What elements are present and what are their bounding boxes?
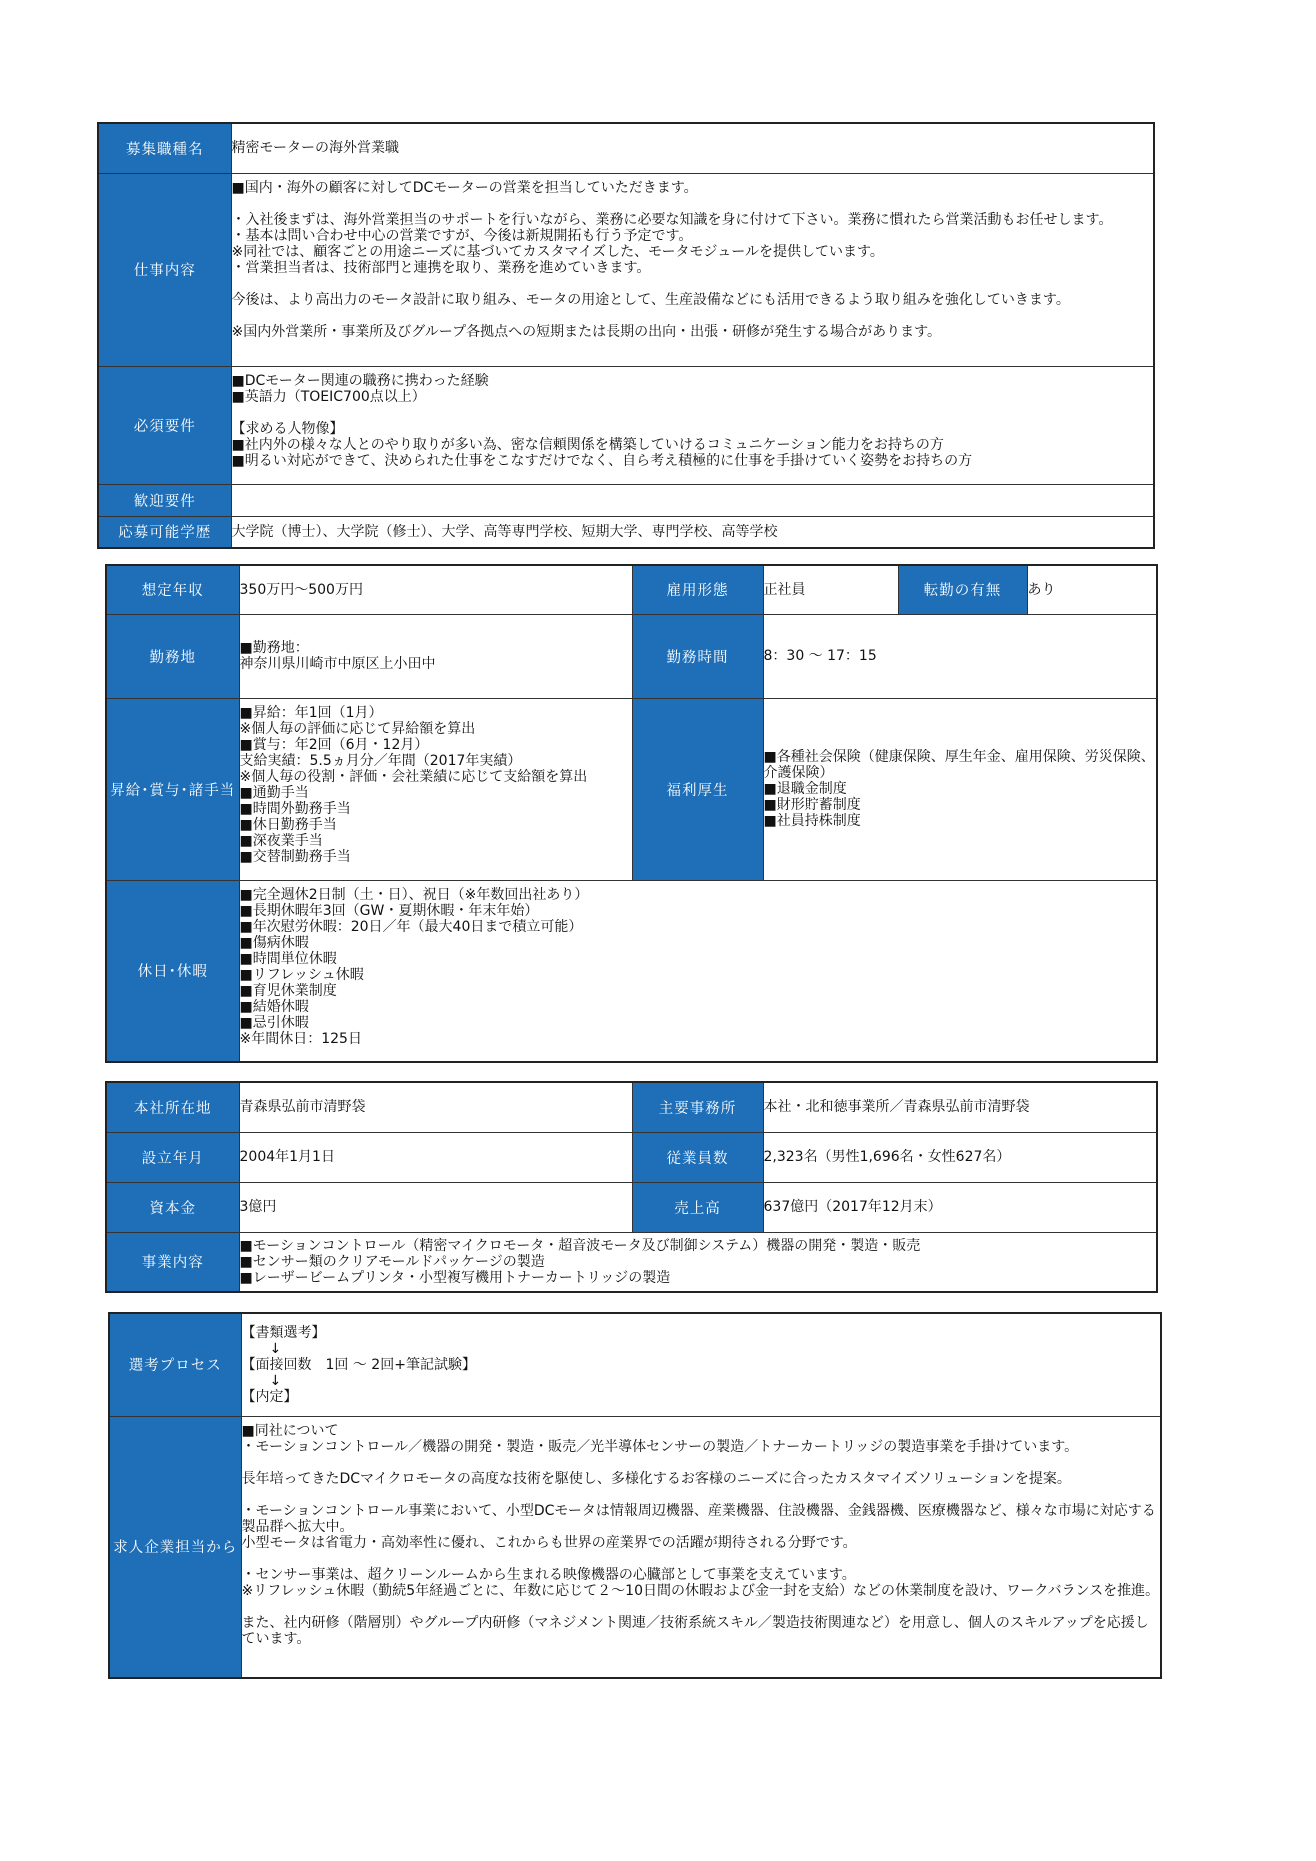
process-label: 選考プロセス <box>109 1313 241 1416</box>
job-title-label: 募集職種名 <box>98 123 231 173</box>
office-value: 本社・北和徳事業所／青森県弘前市清野袋 <box>763 1082 1157 1132</box>
hq-value: 青森県弘前市清野袋 <box>239 1082 632 1132</box>
salary-label: 想定年収 <box>106 565 239 614</box>
capital-value: 3億円 <box>239 1182 632 1232</box>
employment-value: 正社員 <box>763 565 898 614</box>
employment-label: 雇用形態 <box>632 565 763 614</box>
conditions-table <box>105 564 1158 1063</box>
welfare-value: ■各種社会保険（健康保険、厚生年金、雇用保険、労災保険、介護保険） ■退職金制度 ■財形貯蓄制度 ■社員持株制度 <box>763 698 1157 880</box>
holiday-value: ■完全週休2日制（土・日）、祝日（※年数回出社あり） ■長期休暇年3回（GW・夏期休暇・年末年始） ■年次慰労休暇：20日／年（最大40日まで積立可能） ■傷病休暇 ■時間単位休暇 ■リフレッシュ休暇 ■育児休業制度 ■結婚休暇 ■忌引休暇 ※年間休日：125日 <box>239 880 1157 1062</box>
raise-label: 昇給･賞与･諸手当 <box>106 698 239 880</box>
welcome-label: 歓迎要件 <box>98 484 231 516</box>
business-value: ■モーションコントロール（精密マイクロモータ・超音波モータ及び制御システム）機器の開発・製造・販売 ■センサー類のクリアモールドパッケージの製造 ■レーザービームプリンタ・小型複写機用トナーカートリッジの製造 <box>239 1232 1157 1292</box>
location-label: 勤務地 <box>106 614 239 698</box>
comment-label: 求人企業担当から <box>109 1416 241 1678</box>
holiday-label: 休日･休暇 <box>106 880 239 1062</box>
education-value: 大学院（博士）、大学院（修士）、大学、高等専門学校、短期大学、専門学校、高等学校 <box>231 516 1154 548</box>
business-label: 事業内容 <box>106 1232 239 1292</box>
job-info-table <box>97 122 1155 549</box>
selection-table <box>108 1312 1162 1679</box>
founded-label: 設立年月 <box>106 1132 239 1182</box>
company-table <box>105 1081 1158 1293</box>
required-value: ■DCモーター関連の職務に携わった経験 ■英語力（TOEIC700点以上） 【求める人物像】 ■社内外の様々な人とのやり取りが多い為、密な信頼関係を構築していけるコミュニケーション能力をお持ちの方 ■明るい対応ができて、決められた仕事をこなすだけでなく、自ら考え積極的に仕事を手掛けていく姿勢をお持ちの方 <box>231 366 1154 484</box>
job-title-value: 精密モーターの海外営業職 <box>231 123 1154 173</box>
hours-value: 8：30 ～ 17：15 <box>763 614 1157 698</box>
required-label: 必須要件 <box>98 366 231 484</box>
office-label: 主要事務所 <box>632 1082 763 1132</box>
sales-label: 売上高 <box>632 1182 763 1232</box>
process-value: 【書類選考】 ↓ 【面接回数 1回 ～ 2回+筆記試験】 ↓ 【内定】 <box>241 1313 1161 1416</box>
welcome-value <box>231 484 1154 516</box>
hours-label: 勤務時間 <box>632 614 763 698</box>
employees-label: 従業員数 <box>632 1132 763 1182</box>
raise-value: ■昇給：年1回（1月） ※個人毎の評価に応じて昇給額を算出 ■賞与：年2回（6月・12月） 支給実績：5.5ヵ月分／年間（2017年実績） ※個人毎の役割・評価・会社業績に応じて支給額を算出 ■通勤手当 ■時間外勤務手当 ■休日勤務手当 ■深夜業手当 ■交替制勤務手当 <box>239 698 632 880</box>
work-description-label: 仕事内容 <box>98 173 231 366</box>
salary-value: 350万円～500万円 <box>239 565 632 614</box>
capital-label: 資本金 <box>106 1182 239 1232</box>
education-label: 応募可能学歴 <box>98 516 231 548</box>
sales-value: 637億円（2017年12月末） <box>763 1182 1157 1232</box>
founded-value: 2004年1月1日 <box>239 1132 632 1182</box>
transfer-value: あり <box>1027 565 1157 614</box>
comment-value: ■同社について ・モーションコントロール／機器の開発・製造・販売／光半導体センサーの製造／トナーカートリッジの製造事業を手掛けています。 長年培ってきたDCマイクロモータの高度な技術を駆使し、多様化するお客様のニーズに合ったカスタマイズソリューションを提案。 ・モーションコントロール事業において、小型DCモータは情報周辺機器、産業機器、住設機器、金銭器機、医療機器など、様々な市場に対応する製品群へ拡大中。 小型モータは省電力・高効率性に優れ、これからも世界の産業界での活躍が期待される分野です。 ・センサー事業は、超クリーンルームから生まれる映像機器の心臓部として事業を支えています。 ※リフレッシュ休暇（勤続5年経過ごとに、年数に応じて２～10日間の休暇および金一封を支給）などの休業制度を設け、ワークバランスを推進。 また、社内研修（階層別）やグループ内研修（マネジメント関連／技術系統スキル／製造技術関連など）を用意し、個人のスキルアップを応援しています。 <box>241 1416 1161 1678</box>
employees-value: 2,323名（男性1,696名・女性627名） <box>763 1132 1157 1182</box>
work-description-value: ■国内・海外の顧客に対してDCモーターの営業を担当していただきます。 ・入社後まずは、海外営業担当のサポートを行いながら、業務に必要な知識を身に付けて下さい。業務に慣れたら営業活動もお任せします。 ・基本は問い合わせ中心の営業ですが、今後は新規開拓も行う予定です。 ※同社では、顧客ごとの用途ニーズに基づいてカスタマイズした、モータモジュールを提供しています。 ・営業担当者は、技術部門と連携を取り、業務を進めていきます。 今後は、より高出力のモータ設計に取り組み、モータの用途として、生産設備などにも活用できるよう取り組みを強化していきます。 ※国内外営業所・事業所及びグループ各拠点への短期または長期の出向・出張・研修が発生する場合があります。 <box>231 173 1154 366</box>
welfare-label: 福利厚生 <box>632 698 763 880</box>
transfer-label: 転勤の有無 <box>898 565 1027 614</box>
hq-label: 本社所在地 <box>106 1082 239 1132</box>
location-value: ■勤務地： 神奈川県川崎市中原区上小田中 <box>239 614 632 698</box>
